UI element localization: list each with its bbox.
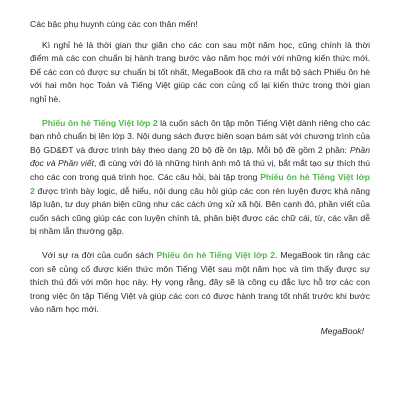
book-title-highlight: Phiếu ôn hè Tiếng Việt lớp 2 — [156, 249, 276, 260]
paragraph-text: được trình bày logic, dễ hiểu, nội dung câu hỏi giúp các con rèn luyện được khả năng lập luận, tư duy phán biện cũng như các cách ứng xử xã hội. Bên cạnh đó, phần viết của cuốn sách cũng giúp các con luyện chính tả, phân biệt được các chữ cái, từ, các vần dễ bị nhầm lẫn thường gặp. — [30, 185, 370, 237]
paragraph-text: , đi cùng với đó là những hình ảnh mô tả thú vị, bắt mắt tạo sự thích thú cho các con trong quá trình học. Các câu hỏi, bài tập trong — [30, 158, 370, 182]
greeting: Các bậc phụ huynh cùng các con thân mến! — [30, 19, 198, 29]
paragraph-closing — [30, 249, 370, 317]
signature: MegaBook! — [320, 325, 364, 336]
book-title-highlight: Phiếu ôn hè Tiếng Việt lớp 2 — [30, 171, 370, 196]
paragraph-text: . MegaBook tin rằng các con sẽ củng cố được kiến thức môn Tiếng Việt sau một năm học và tìm thấy được sự thích thú đối với môn học này. Hy vọng rằng, đây sẽ là công cụ đắc lực hỗ trợ các con trong việc ôn tập Tiếng Việt và giúp các con có được hành trang tốt nhất trước khi bước vào năm học mới. — [30, 249, 370, 315]
paragraph-text: là cuốn sách ôn tập môn Tiếng Việt dành riêng cho các bạn nhỏ chuẩn bị lên lớp 3. Nội dung sách được biên soạn bám sát với chương trình của Bộ GD&ĐT và được trình bày theo dạng 20 bộ đề ôn tập. Mỗi bộ đề gồm 2 phần: — [30, 117, 370, 155]
paragraph-intro: Kì nghỉ hè là thời gian thư giãn cho các con sau một năm học, cũng chính là thời điểm mà các con chuẩn bị hành trang bước vào năm học mới với những kiến thức mới. Để các con có được sự chuẩn bị tốt nhất, MegaBook đã cho ra mắt bộ sách Phiếu ôn hè với hai môn học Toán và Tiếng Việt giúp các con củng cố lại kiến thức trong thời gian nghỉ hè. — [30, 39, 370, 104]
paragraph-text-italic: Phần đọc và Phần viết — [30, 144, 370, 169]
paragraph-text: Với sự ra đời của cuốn sách — [42, 249, 157, 260]
paragraph-book-description — [30, 117, 370, 239]
book-title-highlight: Phiếu ôn hè Tiếng Việt lớp 2 — [42, 117, 158, 128]
